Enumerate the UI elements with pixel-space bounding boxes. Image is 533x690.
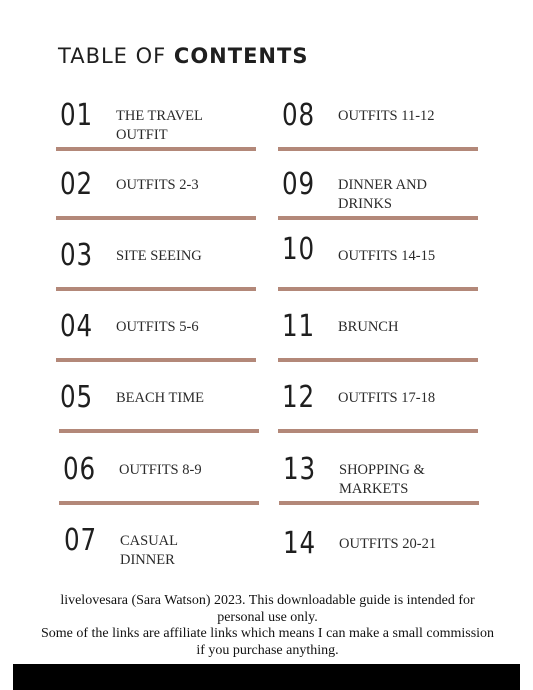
toc-entry-02[interactable] <box>56 167 256 227</box>
divider-rule <box>56 358 256 362</box>
footer-disclaimer <box>40 593 495 659</box>
toc-number: 14 <box>283 526 316 561</box>
toc-label: OUTFITS 2-3 <box>116 177 199 193</box>
toc-label: BEACH TIME <box>116 390 204 406</box>
toc-number: 07 <box>64 523 97 558</box>
toc-label: OUTFITS 8-9 <box>119 462 202 478</box>
toc-entry-13[interactable] <box>279 452 479 512</box>
footer-line-copyright: livelovesara (Sara Watson) 2023. This downloadable guide is intended for personal use only. <box>60 593 475 625</box>
toc-label: OUTFITS 20-21 <box>339 536 437 552</box>
toc-number: 01 <box>60 98 93 133</box>
page-title <box>58 44 308 68</box>
toc-label: DINNER AND DRINKS <box>338 177 428 212</box>
divider-rule <box>278 429 478 433</box>
toc-label: CASUAL DINNER <box>120 533 178 568</box>
footer-bar <box>13 664 520 690</box>
toc-number: 04 <box>60 309 93 344</box>
toc-entry-06[interactable] <box>59 452 259 512</box>
toc-number: 08 <box>282 98 315 133</box>
toc-number: 10 <box>282 232 315 267</box>
toc-label: THE TRAVEL OUTFIT <box>116 108 203 143</box>
toc-entry-11[interactable] <box>278 309 478 369</box>
toc-number: 11 <box>282 309 315 344</box>
divider-rule <box>278 358 478 362</box>
divider-rule <box>278 216 478 220</box>
divider-rule <box>278 147 478 151</box>
toc-entry-14[interactable] <box>279 526 479 586</box>
divider-rule <box>56 287 256 291</box>
toc-entry-08[interactable] <box>278 98 478 158</box>
toc-number: 09 <box>282 167 315 202</box>
divider-rule <box>278 287 478 291</box>
toc-number: 03 <box>60 238 93 273</box>
toc-label: SITE SEEING <box>116 248 202 264</box>
toc-label: BRUNCH <box>338 319 399 335</box>
toc-number: 12 <box>282 380 315 415</box>
toc-label: OUTFITS 14-15 <box>338 248 436 264</box>
divider-rule <box>56 216 256 220</box>
toc-entry-12[interactable] <box>278 380 478 440</box>
toc-entry-04[interactable] <box>56 309 256 369</box>
toc-entry-05[interactable] <box>56 380 256 440</box>
toc-number: 06 <box>63 452 96 487</box>
toc-entry-09[interactable] <box>278 167 478 227</box>
toc-number: 05 <box>60 380 93 415</box>
footer-line-affiliate: Some of the links are affiliate links which means I can make a small commission if you purchase anything. <box>40 626 495 658</box>
title-bold: CONTENTS <box>173 44 309 68</box>
toc-entry-01[interactable] <box>56 98 256 158</box>
title-light: TABLE OF <box>58 44 167 68</box>
toc-entry-03[interactable] <box>56 238 256 298</box>
toc-entry-10[interactable] <box>278 232 478 292</box>
toc-label: OUTFITS 17-18 <box>338 390 436 406</box>
divider-rule <box>279 501 479 505</box>
toc-label: OUTFITS 11-12 <box>338 108 435 124</box>
divider-rule <box>59 429 259 433</box>
toc-entry-07[interactable] <box>60 523 260 583</box>
toc-label: OUTFITS 5-6 <box>116 319 199 335</box>
toc-label: SHOPPING & MARKETS <box>339 462 425 497</box>
divider-rule <box>56 147 256 151</box>
toc-number: 02 <box>60 167 93 202</box>
toc-number: 13 <box>283 452 316 487</box>
divider-rule <box>59 501 259 505</box>
